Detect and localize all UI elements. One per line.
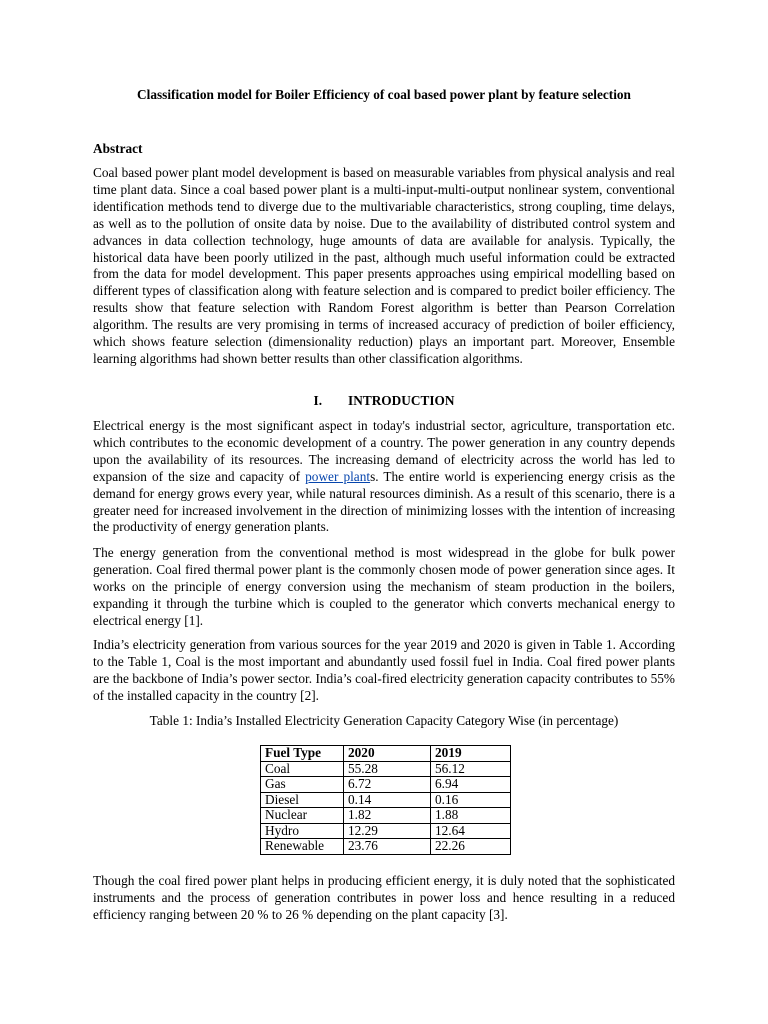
table-row (261, 792, 511, 808)
cell-2019: 6.94 (431, 777, 511, 793)
cell-fuel: Gas (261, 777, 344, 793)
cell-2020: 55.28 (344, 761, 431, 777)
intro-paragraph-2: The energy generation from the conventional method is most widespread in the globe for bulk power generation. Coal fired thermal power plant is the commonly chosen mode of power generation since ages. It works on the principle of energy conversion using the mechanism of steam production in the boilers, expanding it through the turbine which is coupled to the generator which converts mechanical energy to electrical energy [1]. (93, 545, 675, 628)
introduction-heading (93, 393, 675, 409)
cell-2020: 12.29 (344, 823, 431, 839)
table-row (261, 808, 511, 824)
cell-fuel: Hydro (261, 823, 344, 839)
cell-2019: 56.12 (431, 761, 511, 777)
cell-2019: 1.88 (431, 808, 511, 824)
cell-2019: 0.16 (431, 792, 511, 808)
table-caption: Table 1: India’s Installed Electricity Generation Capacity Category Wise (in percentage) (149, 713, 619, 728)
table-row (261, 839, 511, 855)
table-row (261, 761, 511, 777)
cell-2020: 0.14 (344, 792, 431, 808)
section-title: INTRODUCTION (348, 393, 455, 408)
table-header-row (261, 746, 511, 762)
cell-2019: 12.64 (431, 823, 511, 839)
intro-p1-text-b: s. The entire world is experiencing energy crisis as the demand for energy grows every year, while natural resources diminish. As a result of this scenario, there is a greater need for increased involvement in the direction of minimizing losses with the intention of increasing the productivity of energy generation plants. (93, 468, 675, 535)
section-number: I. (313, 393, 323, 408)
power-plant-link[interactable]: power plant (305, 468, 371, 484)
cell-2019: 22.26 (431, 839, 511, 855)
capacity-table (260, 745, 511, 855)
cell-2020: 6.72 (344, 777, 431, 793)
cell-fuel: Coal (261, 761, 344, 777)
intro-paragraph-3: India’s electricity generation from various sources for the year 2019 and 2020 is given in Table 1. According to the Table 1, Coal is the most important and abundantly used fossil fuel in India. Coal fired power plants are the backbone of India’s power sector. India’s coal-fired electricity generation capacity contributes to 55% of the installed capacity in the country [2]. (93, 637, 675, 703)
cell-fuel: Nuclear (261, 808, 344, 824)
table-row (261, 777, 511, 793)
intro-paragraph-4: Though the coal fired power plant helps in producing efficient energy, it is duly noted that the sophisticated instruments and the process of generation contributes in power loss and hence resulting in a reduced efficiency ranging between 20 % to 26 % depending on the plant capacity [3]. (93, 873, 675, 922)
paper-title: Classification model for Boiler Efficiency of coal based power plant by feature selection (137, 87, 631, 102)
table-row (261, 823, 511, 839)
intro-paragraph-1 (93, 418, 675, 536)
header-2020: 2020 (344, 746, 431, 762)
abstract-heading: Abstract (93, 141, 143, 156)
cell-2020: 23.76 (344, 839, 431, 855)
cell-fuel: Renewable (261, 839, 344, 855)
cell-2020: 1.82 (344, 808, 431, 824)
abstract-text: Coal based power plant model development is based on measurable variables from physical analysis and real time plant data. Since a coal based power plant is a multi-input-multi-output nonlinear system, conventional identification methods tend to diverge due to the multivariable characteristics, strong coupling, time delays, as well as to the pollution of onsite data by noise. Due to the availability of distributed control system and advances in data collection technology, huge amounts of data are available for analysis. Typically, the historical data have been poorly utilized in the past, although much useful information could be extracted from the data for model development. This paper presents approaches using empirical modelling based on different types of classification along with feature selection and is compared to predict boiler efficiency. The results show that feature selection with Random Forest algorithm is better than Pearson Correlation algorithm. The results are very promising in terms of increased accuracy of prediction of boiler efficiency, which shows feature selection (dimensionality reduction) plays an important part. Moreover, Ensemble learning algorithms had shown better results than other classification algorithms. (93, 165, 675, 366)
header-2019: 2019 (431, 746, 511, 762)
cell-fuel: Diesel (261, 792, 344, 808)
header-fuel-type: Fuel Type (261, 746, 344, 762)
intro-p1-text-a: Electrical energy is the most significant aspect in today's industrial sector, agriculture, transportation etc. which contributes to the economic development of a country. The power generation in any country depends upon the availability of its resources. The increasing demand of electricity across the world has led to expansion of the size and capacity of (93, 418, 675, 484)
